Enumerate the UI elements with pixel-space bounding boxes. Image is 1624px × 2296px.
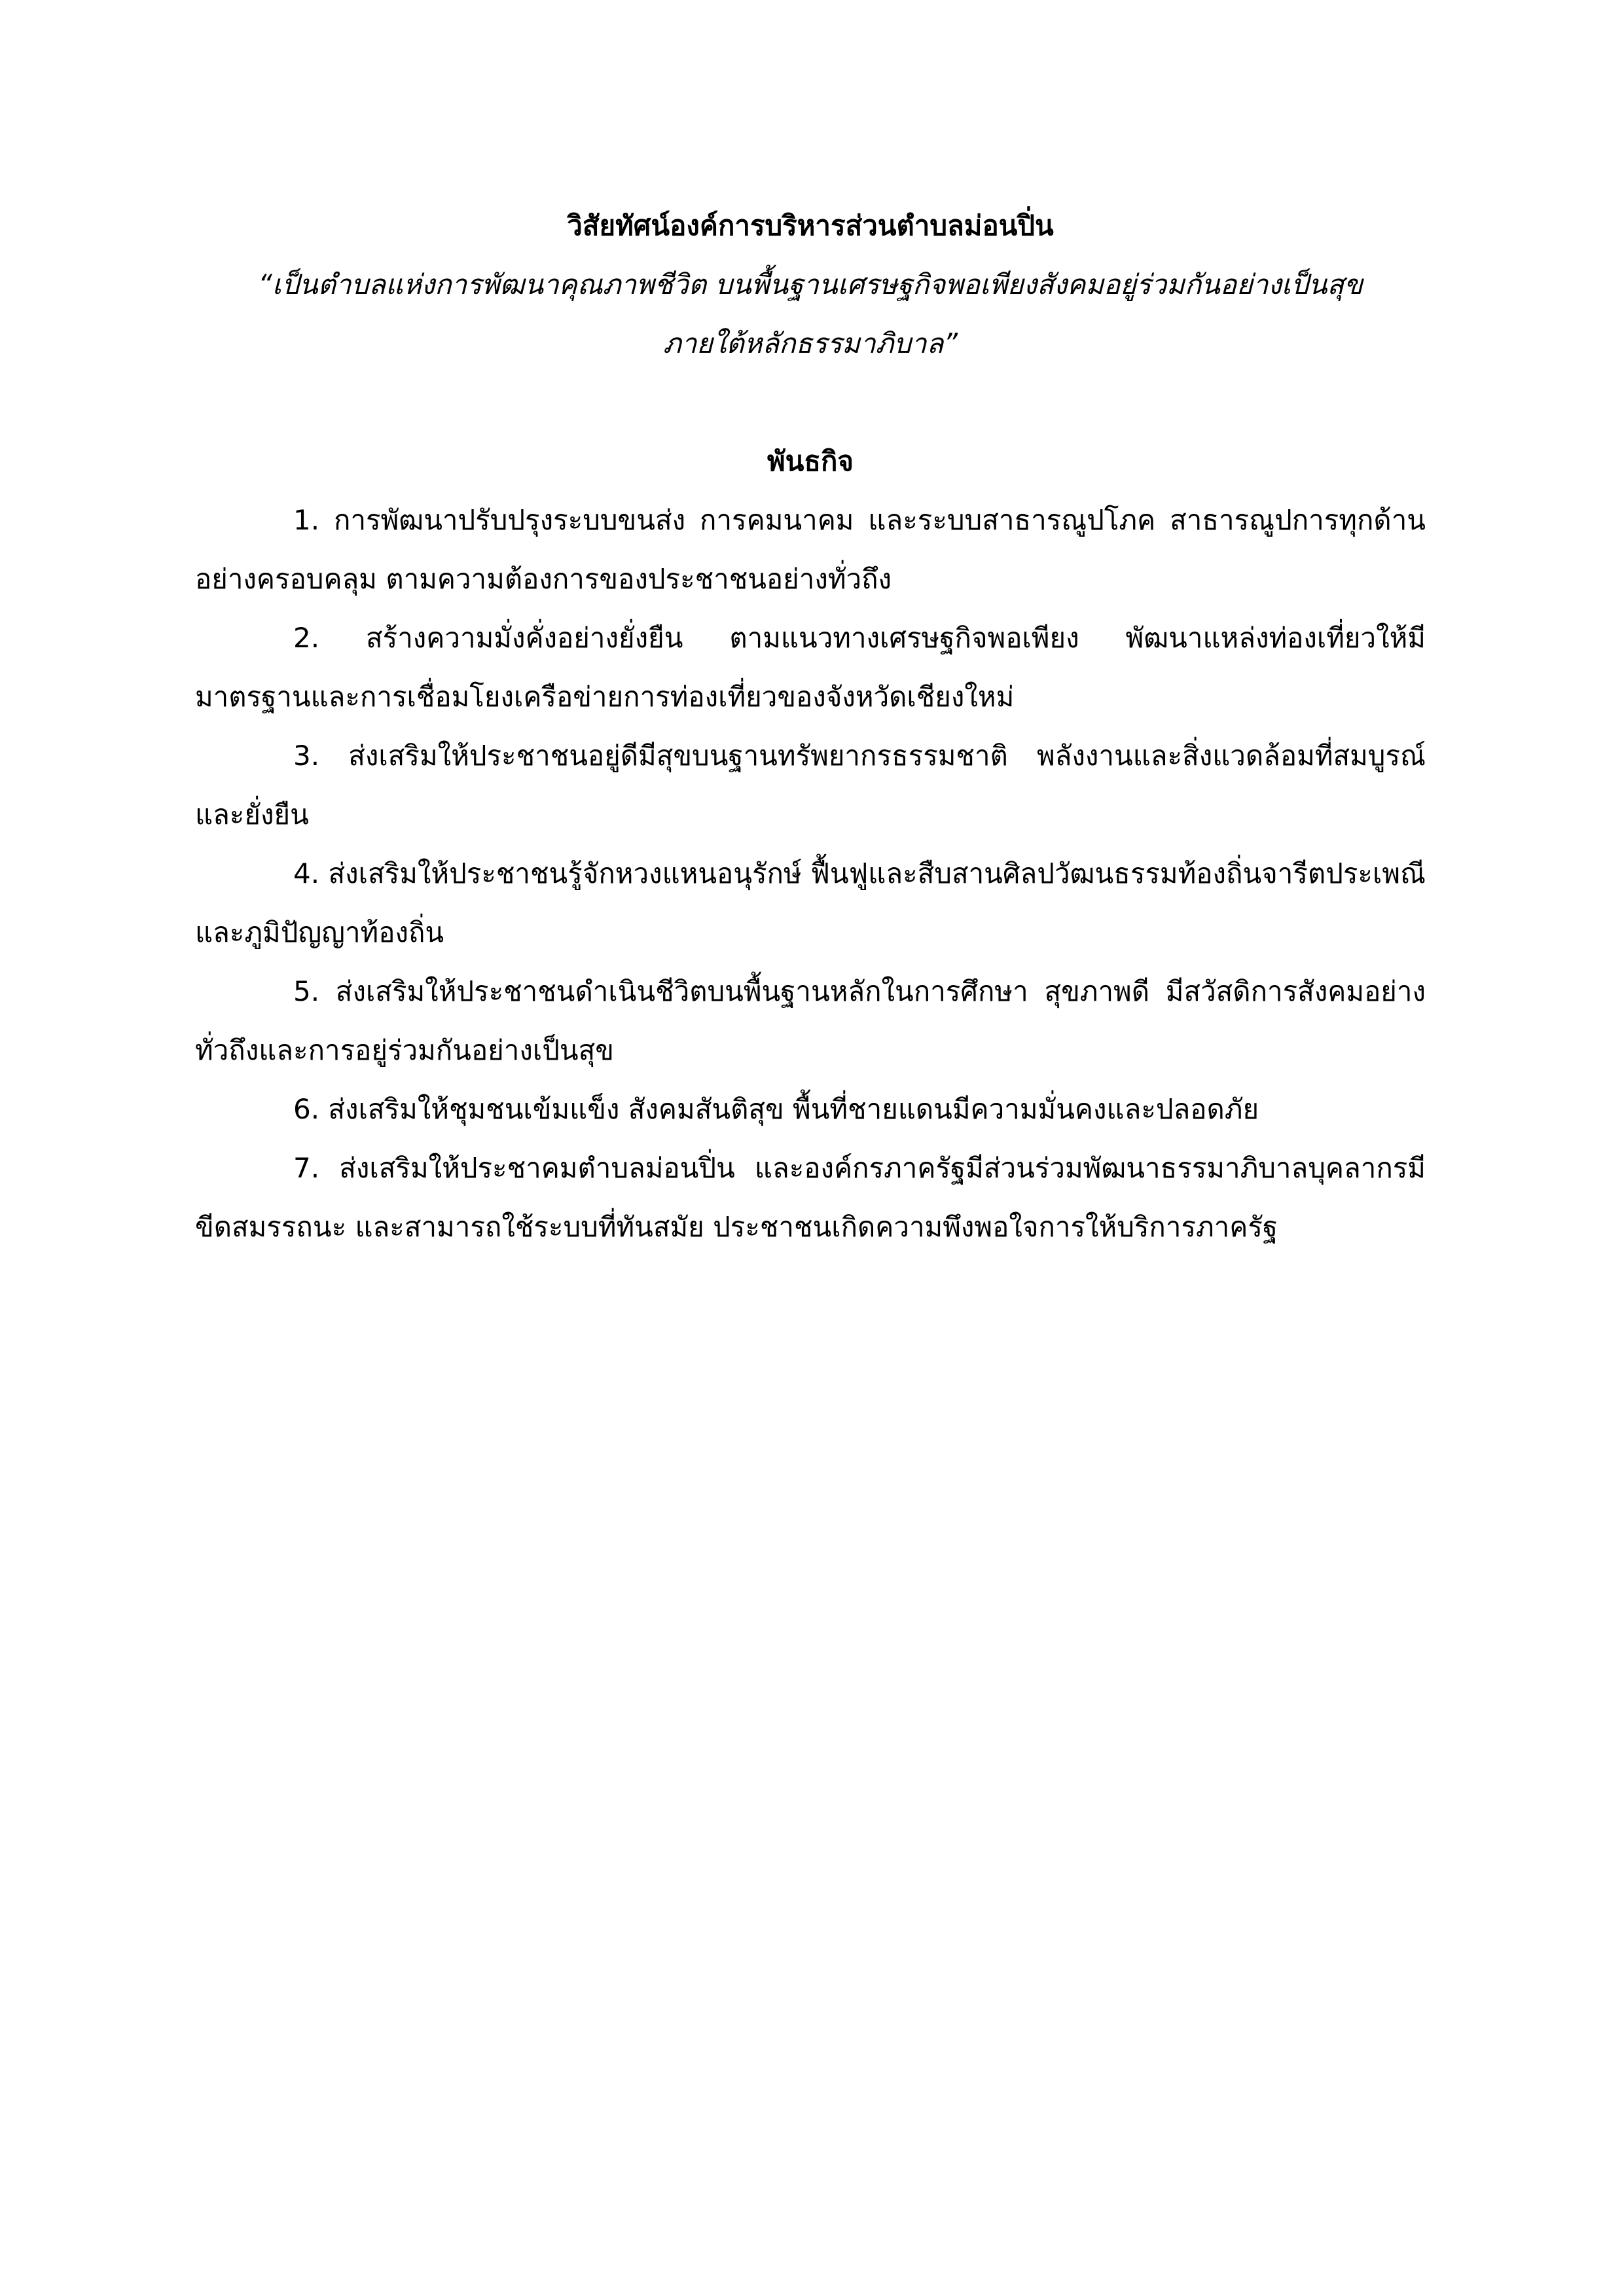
mission-item-7: 7. ส่งเสริมให้ประชาคมตำบลม่อนปิ่น และองค์กรภาครัฐมีส่วนร่วมพัฒนาธรรมาภิบาลบุคลากรมีขีดสมรรถนะ และสามารถใช้ระบบที่ทันสมัย ประชาชนเกิดความพึงพอใจการให้บริการภาครัฐ [195, 1152, 1426, 1243]
mission-list [195, 491, 1426, 1257]
mission-item-5: 5. ส่งเสริมให้ประชาชนดำเนินชีวิตบนพื้นฐานหลักในการศึกษา สุขภาพดี มีสวัสดิการสังคมอย่างทั่วถึงและการอยู่ร่วมกันอย่างเป็นสุข [195, 975, 1426, 1066]
document-content [195, 196, 1426, 1257]
mission-item-6: 6. ส่งเสริมให้ชุมชนเข้มแข็ง สังคมสันติสุข พื้นที่ชายแดนมีความมั่นคงและปลอดภัย [293, 1093, 1259, 1125]
vision-statement-line-2: ภายใต้หลักธรรมาภิบาล” [663, 327, 958, 359]
mission-item-1: 1. การพัฒนาปรับปรุงระบบขนส่ง การคมนาคม และระบบสาธารณูปโภค สาธารณูปการทุกด้าน อย่างครอบคลุม ตามความต้องการของประชาชนอย่างทั่วถึง [195, 504, 1426, 595]
mission-item-2: 2. สร้างความมั่งคั่งอย่างยั่งยืน ตามแนวทางเศรษฐกิจพอเพียง พัฒนาแหล่งท่องเที่ยวให้มีมาตรฐานและการเชื่อมโยงเครือข่ายการท่องเที่ยวของจังหวัดเชียงใหม่ [195, 622, 1426, 713]
mission-item-3: 3. ส่งเสริมให้ประชาชนอยู่ดีมีสุขบนฐานทรัพยากรธรรมชาติ พลังงานและสิ่งแวดล้อมที่สมบูรณ์และยั่งยืน [195, 740, 1426, 831]
mission-item-4: 4. ส่งเสริมให้ประชาชนรู้จักหวงแหนอนุรักษ์ ฟื้นฟูและสืบสานศิลปวัฒนธรรมท้องถิ่นจารีตประเพณีและภูมิปัญญาท้องถิ่น [195, 857, 1426, 948]
mission-heading: พันธกิจ [767, 445, 854, 477]
vision-statement-line-1: “เป็นตำบลแห่งการพัฒนาคุณภาพชีวิต บนพื้นฐานเศรษฐกิจพอเพียงสังคมอยู่ร่วมกันอย่างเป็นสุข [258, 268, 1363, 300]
vision-heading: วิสัยทัศน์องค์การบริหารส่วนตำบลม่อนปิ่น [567, 209, 1054, 242]
